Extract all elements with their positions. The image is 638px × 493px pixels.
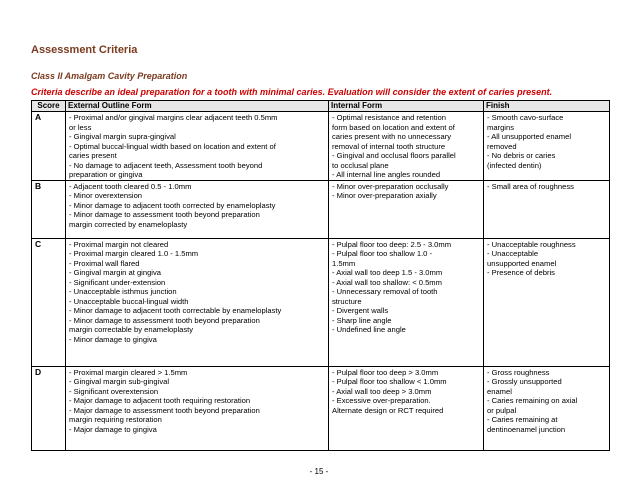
internal-line: - Axial wall too deep > 3.0mm [332,386,432,396]
outline-line: - Significant under-extension [69,277,166,287]
internal-line: Alternate design or RCT required [332,405,444,415]
internal-line: form based on location and extent of [332,122,455,132]
outline-line: preparation or gingiva [69,170,143,179]
outline-line: - Adjacent tooth cleared 0.5 - 1.0mm [69,181,192,191]
finish-line: removed [487,141,517,151]
finish-line: or pulpal [487,405,517,415]
finish-cell [484,180,610,238]
finish-line: - Grossly unsupported [487,377,562,386]
table-row [32,180,610,238]
outline-line: - Minor damage to assessment tooth beyond preparation [69,210,260,219]
outline-line: - Unacceptable buccal-lingual width [69,296,189,306]
finish-line: - Presence of debris [487,268,555,277]
finish-line: - Caries remaining at [487,415,558,424]
outline-line: - Minor damage to adjacent tooth corrected by enameloplasty [69,200,276,210]
outline-line: - Proximal margin cleared 1.0 - 1.5mm [69,249,199,258]
outline-line: - Significant overextension [69,386,159,396]
score-cell: B [32,180,66,238]
internal-line: - Unnecessary removal of tooth [332,287,438,296]
internal-line: - Undefined line angle [332,325,406,334]
finish-line: - Unacceptable [487,249,539,258]
outline-line: - Gingival margin supra-gingival [69,132,176,141]
outline-line: - Unacceptable isthmus junction [69,287,177,296]
internal-line: - Minor over-preparation axially [332,191,437,200]
internal-cell [329,112,484,181]
outline-line: margin corrected by enameloplasty [69,219,188,229]
outline-line: - No damage to adjacent teeth, Assessment tooth beyond [69,160,263,170]
outline-cell [66,180,329,238]
assessment-criteria-table [31,100,610,451]
internal-line: removal of internal tooth structure [332,141,446,151]
outline-cell [66,112,329,181]
internal-cell [329,180,484,238]
score-cell: A [32,112,66,181]
outline-cell [66,238,329,366]
finish-line: - Caries remaining on axial [487,396,578,405]
outline-line: margin correctable by enameloplasty [69,325,194,334]
internal-line: - Excessive over-preparation. [332,396,431,405]
outline-line: - Major damage to gingiva [69,424,157,434]
finish-line: - Gross roughness [487,367,550,377]
outline-line: - Gingival margin sub-gingival [69,377,170,386]
outline-line: - Proximal and/or gingival margins clear adjacent teeth 0.5mm [69,113,278,122]
finish-line: unsupported enamel [487,258,557,268]
outline-line: - Major damage to adjacent tooth requiring restoration [69,396,251,405]
finish-line: dentinoenamel junction [487,424,566,434]
internal-line: - Minor over-preparation occlusally [332,181,449,191]
outline-line: or less [69,122,92,132]
internal-line: - Optimal resistance and retention [332,113,446,122]
outline-line: - Proximal margin not cleared [69,239,169,249]
header-external-outline-form: External Outline Form [66,101,329,112]
internal-line: caries present with no unnecessary [332,132,452,141]
finish-line: - Small area of roughness [487,181,574,191]
finish-line: enamel [487,386,512,396]
outline-line: - Gingival margin at gingiva [69,268,162,277]
internal-line: - Gingival and occlusal floors parallel [332,151,456,160]
outline-line: - Minor overextension [69,191,143,200]
section-heading: Assessment Criteria [31,44,138,56]
outline-line: - Minor damage to assessment tooth beyond preparation [69,315,260,325]
internal-line: - All internal line angles rounded [332,170,441,179]
outline-line: caries present [69,151,117,160]
finish-line: - Unacceptable roughness [487,239,576,249]
finish-line: - All unsupported enamel [487,132,572,141]
outline-line: - Minor damage to adjacent tooth correctable by enameloplasty [69,306,282,315]
table-header-row [32,101,610,112]
internal-line: - Pulpal floor too shallow < 1.0mm [332,377,447,386]
header-internal-form: Internal Form [329,101,484,112]
internal-line: - Pulpal floor too deep: 2.5 - 3.0mm [332,239,452,249]
internal-line: - Axial wall too shallow: < 0.5mm [332,277,442,287]
finish-line: margins [487,122,515,132]
header-finish: Finish [484,101,610,112]
outline-line: - Optimal buccal-lingual width based on location and extent of [69,141,276,151]
internal-cell [329,366,484,450]
internal-line: - Pulpal floor too deep > 3.0mm [332,367,439,377]
criteria-note: Criteria describe an ideal preparation for a tooth with minimal caries. Evaluation will consider the extent of caries present. [31,87,553,97]
page-number: - 15 - [309,467,329,476]
outline-line: - Proximal wall flared [69,258,140,268]
score-cell: D [32,366,66,450]
internal-line: 1.5mm [332,258,356,268]
table-row [32,112,610,181]
internal-line: - Axial wall too deep 1.5 - 3.0mm [332,268,443,277]
outline-cell [66,366,329,450]
finish-cell [484,366,610,450]
finish-line: - No debris or caries [487,151,556,160]
table-row [32,238,610,366]
internal-line: to occlusal plane [332,160,389,170]
outline-line: - Minor damage to gingiva [69,334,157,344]
header-score: Score [32,101,66,112]
finish-line: (infected dentin) [487,160,542,170]
internal-line: - Divergent walls [332,306,389,315]
internal-line: - Sharp line angle [332,315,392,325]
finish-cell [484,112,610,181]
internal-cell [329,238,484,366]
table-row [32,366,610,450]
internal-line: structure [332,296,362,306]
score-cell: C [32,238,66,366]
finish-line: - Smooth cavo-surface [487,113,564,122]
section-subheading: Class II Amalgam Cavity Preparation [31,71,188,81]
outline-line: - Major damage to assessment tooth beyond preparation [69,405,260,415]
internal-line: - Pulpal floor too shallow 1.0 - [332,249,433,258]
outline-line: - Proximal margin cleared > 1.5mm [69,367,188,377]
finish-cell [484,238,610,366]
outline-line: margin requiring restoration [69,415,162,424]
